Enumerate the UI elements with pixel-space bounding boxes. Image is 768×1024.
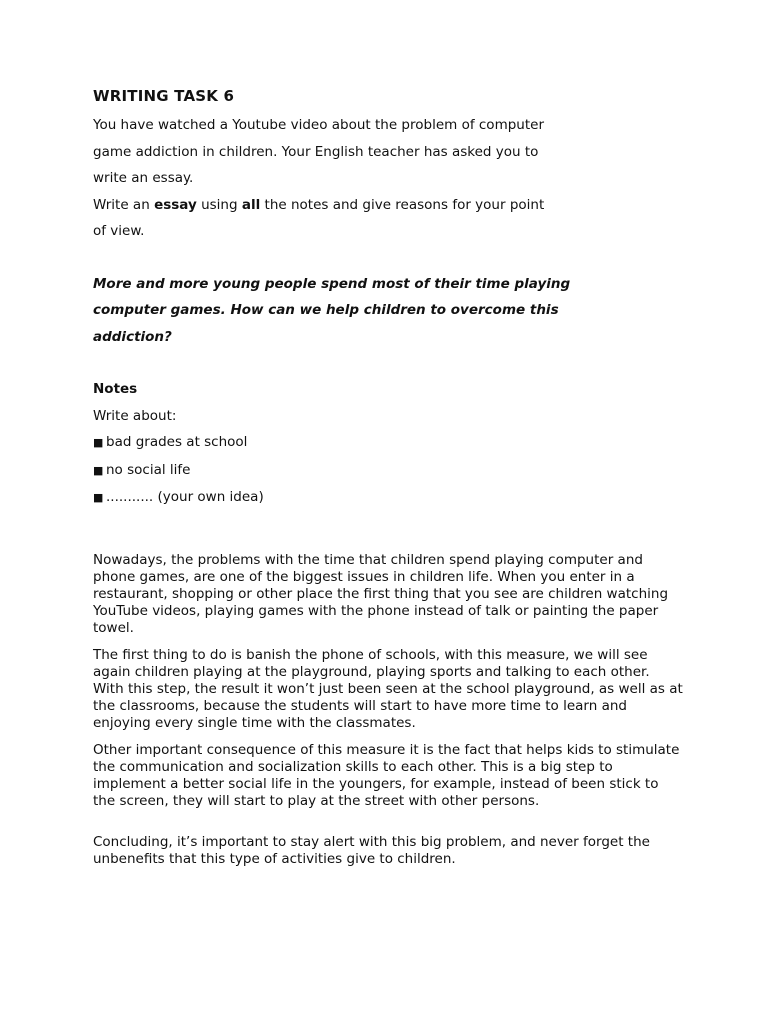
essay-paragraph: Other important consequence of this measure it is the fact that helps kids to stimulate the communication and socialization skills to each other. This is a big step to implement a better social life in the youngers, for example, instead of been stick to the screen, they will start to play at the street with other persons. [93, 741, 680, 809]
prompt-line: addiction? [93, 328, 172, 345]
intro-line: You have watched a Youtube video about the problem of computer [93, 117, 544, 133]
essay-paragraph: The first thing to do is banish the phone of schools, with this measure, we will see again children playing at the playground, playing sports and talking to each other. With this step, the result it won’t just been seen at the school playground, as well as at the classrooms, because the students will start to have more time to learn and enjoying every single time with the classmates. [93, 646, 683, 731]
essay-body [93, 552, 683, 868]
document-content [93, 86, 683, 878]
square-bullet-icon: ■ [93, 491, 104, 504]
prompt-line: computer games. How can we help children to overcome this [93, 302, 559, 318]
instruction-text: Write an [93, 196, 155, 213]
prompt-line: More and more young people spend most of their time playing [93, 275, 571, 292]
instruction-bold-essay: essay [154, 196, 197, 213]
note-item-text: no social life [106, 461, 191, 478]
instruction-line [93, 192, 683, 219]
note-item [93, 457, 683, 485]
instruction-text: the notes and give reasons for your point [260, 196, 545, 213]
note-item-text: ........... (your own idea) [106, 489, 264, 505]
write-about-label: Write about: [93, 407, 177, 424]
intro-line: game addiction in children. Your English teacher has asked you to [93, 143, 539, 160]
note-item [93, 484, 683, 512]
note-item [93, 429, 683, 457]
instruction-line: of view. [93, 223, 145, 239]
intro-line: write an essay. [93, 170, 194, 186]
square-bullet-icon: ■ [93, 463, 104, 477]
essay-prompt [93, 271, 683, 351]
instruction-bold-all: all [241, 196, 261, 213]
instruction-text: using [196, 196, 242, 213]
task-title: WRITING TASK 6 [93, 87, 235, 105]
notes-title: Notes [93, 381, 138, 397]
essay-paragraph: Nowadays, the problems with the time that children spend playing computer and phone games, are one of the biggest issues in children life. When you enter in a restaurant, shopping or other place the first thing that you see are children watching YouTube videos, playing games with the phone instead of talk or painting the paper towel. [93, 551, 669, 636]
note-item-text: bad grades at school [106, 434, 248, 450]
square-bullet-icon: ■ [93, 436, 104, 449]
essay-paragraph: Concluding, it’s important to stay alert with this big problem, and never forget the unbenefits that this type of activities give to children. [93, 833, 650, 867]
